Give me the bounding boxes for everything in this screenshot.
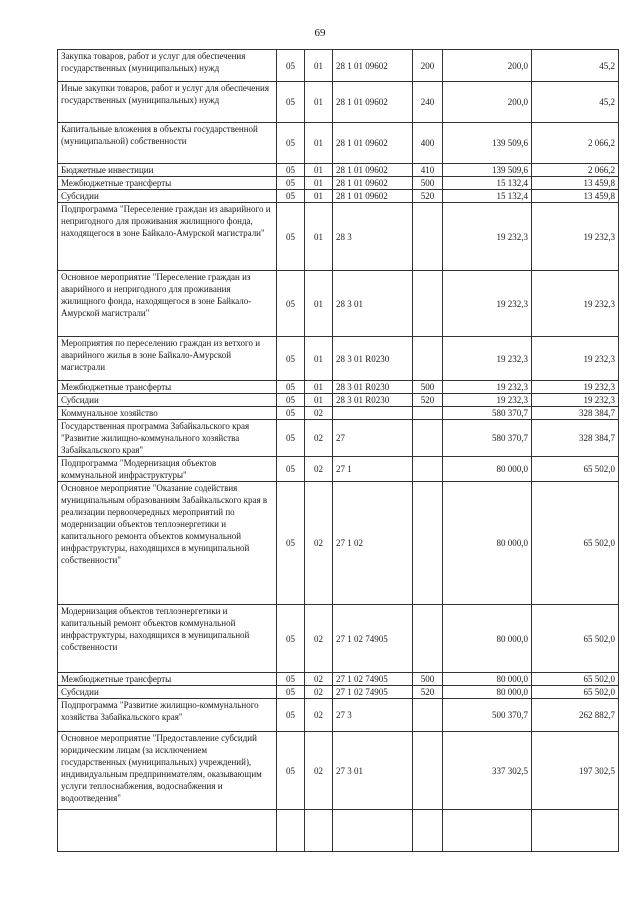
podrazdel-cell: 02 [305,420,333,457]
podrazdel-cell: 02 [305,482,333,605]
row-name-cell: Модернизация объектов теплоэнергетики и капитальный ремонт объектов коммунальной инфраструктуры, находящихся в муниципальной собственности [58,605,277,673]
sum-planned-cell: 15 132,4 [443,177,532,190]
target-article-cell: 27 3 01 [333,732,413,810]
expense-type-cell [413,420,443,457]
target-article-cell: 28 1 01 09602 [333,190,413,203]
razdel-cell: 05 [277,50,305,82]
razdel-cell: 05 [277,82,305,123]
podrazdel-cell: 02 [305,732,333,810]
sum-actual-cell: 19 232,3 [532,337,619,381]
razdel-cell: 05 [277,732,305,810]
sum-planned-cell: 337 302,5 [443,732,532,810]
razdel-cell: 05 [277,673,305,686]
sum-planned-cell: 80 000,0 [443,457,532,482]
expense-type-cell [413,407,443,420]
sum-planned-cell: 80 000,0 [443,605,532,673]
sum-planned-cell: 19 232,3 [443,271,532,337]
target-article-cell: 27 1 02 74905 [333,605,413,673]
expense-type-cell [413,337,443,381]
row-name-cell: Закупка товаров, работ и услуг для обеспечения государственных (муниципальных) нужд [58,50,277,82]
expense-type-cell: 410 [413,164,443,177]
row-name-cell: Субсидии [58,190,277,203]
podrazdel-cell: 02 [305,673,333,686]
empty-cell [277,810,305,852]
table-row [58,177,619,190]
sum-actual-cell: 65 502,0 [532,686,619,699]
podrazdel-cell: 01 [305,337,333,381]
sum-actual-cell: 19 232,3 [532,203,619,271]
razdel-cell: 05 [277,394,305,407]
row-name-cell: Подпрограмма "Переселение граждан из аварийного и непригодного для проживания жилищного фонда, находящегося в зоне Байкало-Амурской магистрали" [58,203,277,271]
row-name-cell: Межбюджетные трансферты [58,381,277,394]
sum-planned-cell: 139 509,6 [443,164,532,177]
target-article-cell: 28 1 01 09602 [333,82,413,123]
sum-actual-cell: 197 302,5 [532,732,619,810]
table-row [58,164,619,177]
expense-type-cell: 500 [413,177,443,190]
sum-actual-cell: 65 502,0 [532,457,619,482]
table-row [58,673,619,686]
row-name-cell: Основное мероприятие "Предоставление субсидий юридическим лицам (за исключением государственных (муниципальных) учреждений), индивидуальным предпринимателям, оказывающим услуги теплоснабжения, водоснабжения и водоотведения" [58,732,277,810]
podrazdel-cell: 01 [305,177,333,190]
table-row [58,271,619,337]
sum-actual-cell: 262 882,7 [532,699,619,732]
sum-planned-cell: 19 232,3 [443,381,532,394]
table-row [58,686,619,699]
sum-actual-cell: 13 459,8 [532,177,619,190]
table-row [58,337,619,381]
podrazdel-cell: 01 [305,271,333,337]
podrazdel-cell: 02 [305,605,333,673]
target-article-cell: 28 3 01 R0230 [333,394,413,407]
sum-actual-cell: 19 232,3 [532,394,619,407]
sum-actual-cell: 328 384,7 [532,420,619,457]
sum-planned-cell: 80 000,0 [443,482,532,605]
target-article-cell: 27 1 02 74905 [333,686,413,699]
expense-type-cell [413,732,443,810]
target-article-cell: 27 1 [333,457,413,482]
table-row [58,482,619,605]
table-row [58,394,619,407]
expense-type-cell [413,271,443,337]
razdel-cell: 05 [277,420,305,457]
razdel-cell: 05 [277,123,305,164]
table-row [58,203,619,271]
budget-table [57,49,619,852]
podrazdel-cell: 01 [305,203,333,271]
row-name-cell: Межбюджетные трансферты [58,673,277,686]
target-article-cell: 28 3 [333,203,413,271]
sum-planned-cell: 19 232,3 [443,394,532,407]
razdel-cell: 05 [277,605,305,673]
table-row [58,605,619,673]
razdel-cell: 05 [277,482,305,605]
expense-type-cell: 520 [413,686,443,699]
table-row [58,732,619,810]
sum-planned-cell: 500 370,7 [443,699,532,732]
table-row [58,82,619,123]
expense-type-cell [413,605,443,673]
sum-planned-cell: 19 232,3 [443,337,532,381]
podrazdel-cell: 01 [305,381,333,394]
row-name-cell: Коммунальное хозяйство [58,407,277,420]
empty-cell [58,810,277,852]
razdel-cell: 05 [277,337,305,381]
sum-planned-cell: 200,0 [443,82,532,123]
sum-planned-cell: 139 509,6 [443,123,532,164]
row-name-cell: Капитальные вложения в объекты государственной (муниципальной) собственности [58,123,277,164]
expense-type-cell: 520 [413,190,443,203]
target-article-cell: 28 3 01 R0230 [333,337,413,381]
expense-type-cell: 520 [413,394,443,407]
sum-actual-cell: 65 502,0 [532,482,619,605]
empty-cell [532,810,619,852]
row-name-cell: Государственная программа Забайкальского края "Развитие жилищно-коммунального хозяйства Забайкальского края" [58,420,277,457]
row-name-cell: Субсидии [58,686,277,699]
target-article-cell [333,407,413,420]
sum-actual-cell: 328 384,7 [532,407,619,420]
sum-actual-cell: 2 066,2 [532,123,619,164]
target-article-cell: 28 3 01 R0230 [333,381,413,394]
razdel-cell: 05 [277,686,305,699]
target-article-cell: 28 1 01 09602 [333,164,413,177]
razdel-cell: 05 [277,407,305,420]
sum-planned-cell: 200,0 [443,50,532,82]
podrazdel-cell: 02 [305,407,333,420]
row-name-cell: Подпрограмма "Модернизация объектов коммунальной инфраструктуры" [58,457,277,482]
podrazdel-cell: 02 [305,457,333,482]
sum-actual-cell: 45,2 [532,82,619,123]
sum-actual-cell: 19 232,3 [532,381,619,394]
expense-type-cell [413,457,443,482]
table-row [58,123,619,164]
budget-table-body [58,50,619,852]
page-number: 69 [314,27,326,39]
target-article-cell: 27 [333,420,413,457]
razdel-cell: 05 [277,457,305,482]
row-name-cell: Межбюджетные трансферты [58,177,277,190]
table-row [58,407,619,420]
expense-type-cell: 240 [413,82,443,123]
expense-type-cell [413,482,443,605]
table-row [58,699,619,732]
row-name-cell: Субсидии [58,394,277,407]
table-row [58,420,619,457]
podrazdel-cell: 01 [305,123,333,164]
sum-actual-cell: 45,2 [532,50,619,82]
expense-type-cell: 400 [413,123,443,164]
sum-actual-cell: 19 232,3 [532,271,619,337]
empty-cell [305,810,333,852]
expense-type-cell [413,699,443,732]
podrazdel-cell: 01 [305,50,333,82]
row-name-cell: Подпрограмма "Развитие жилищно-коммунального хозяйства Забайкальского края" [58,699,277,732]
podrazdel-cell: 01 [305,394,333,407]
razdel-cell: 05 [277,177,305,190]
target-article-cell: 28 1 01 09602 [333,177,413,190]
razdel-cell: 05 [277,699,305,732]
sum-planned-cell: 80 000,0 [443,686,532,699]
sum-actual-cell: 65 502,0 [532,605,619,673]
table-row [58,50,619,82]
podrazdel-cell: 01 [305,164,333,177]
expense-type-cell: 500 [413,673,443,686]
target-article-cell: 27 3 [333,699,413,732]
empty-cell [333,810,413,852]
empty-cell [413,810,443,852]
razdel-cell: 05 [277,271,305,337]
target-article-cell: 28 3 01 [333,271,413,337]
sum-planned-cell: 80 000,0 [443,673,532,686]
sum-actual-cell: 65 502,0 [532,673,619,686]
podrazdel-cell: 01 [305,190,333,203]
sum-actual-cell: 13 459,8 [532,190,619,203]
table-row [58,457,619,482]
table-row-empty [58,810,619,852]
row-name-cell: Основное мероприятие "Оказание содействия муниципальным образованиям Забайкальского края в реализации первоочередных мероприятий по модернизации объектов теплоэнергетики и капитального ремонта объектов коммунальной инфраструктуры, находящихся в муниципальной собственности" [58,482,277,605]
podrazdel-cell: 02 [305,699,333,732]
row-name-cell: Основное мероприятие "Переселение граждан из аварийного и непригодного для проживания жилищного фонда, находящегося в зоне Байкало-Амурской магистрали" [58,271,277,337]
razdel-cell: 05 [277,381,305,394]
sum-planned-cell: 15 132,4 [443,190,532,203]
expense-type-cell [413,203,443,271]
target-article-cell: 28 1 01 09602 [333,50,413,82]
empty-cell [443,810,532,852]
razdel-cell: 05 [277,203,305,271]
sum-planned-cell: 19 232,3 [443,203,532,271]
target-article-cell: 27 1 02 [333,482,413,605]
target-article-cell: 27 1 02 74905 [333,673,413,686]
sum-actual-cell: 2 066,2 [532,164,619,177]
razdel-cell: 05 [277,190,305,203]
expense-type-cell: 500 [413,381,443,394]
table-row [58,381,619,394]
row-name-cell: Мероприятия по переселению граждан из ветхого и аварийного жилья в зоне Байкало-Амурской магистрали [58,337,277,381]
sum-planned-cell: 580 370,7 [443,407,532,420]
sum-planned-cell: 580 370,7 [443,420,532,457]
row-name-cell: Иные закупки товаров, работ и услуг для обеспечения государственных (муниципальных) нужд [58,82,277,123]
podrazdel-cell: 01 [305,82,333,123]
row-name-cell: Бюджетные инвестиции [58,164,277,177]
table-row [58,190,619,203]
razdel-cell: 05 [277,164,305,177]
target-article-cell: 28 1 01 09602 [333,123,413,164]
expense-type-cell: 200 [413,50,443,82]
podrazdel-cell: 02 [305,686,333,699]
